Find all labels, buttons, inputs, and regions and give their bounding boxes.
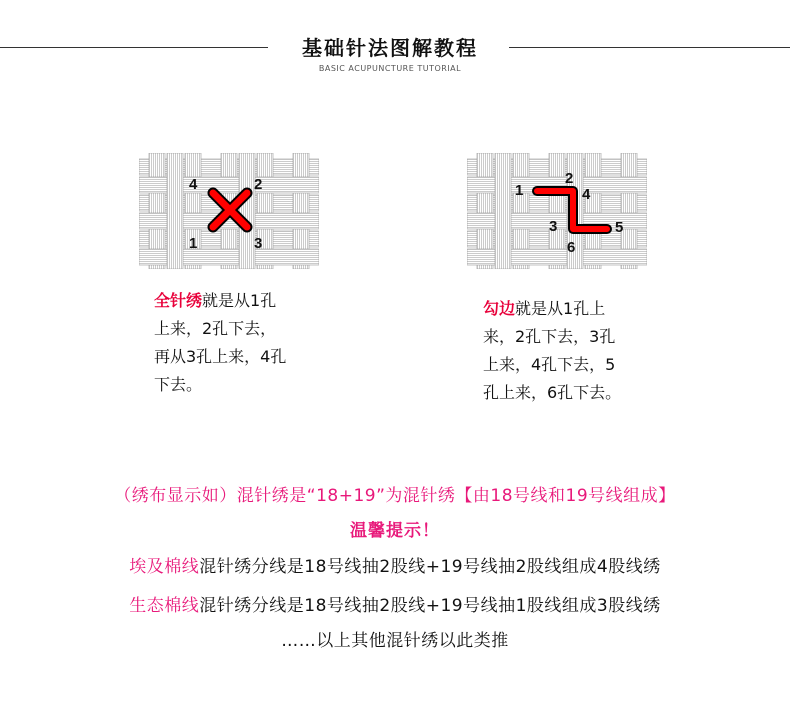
cross-stitch-term: 全针绣 (154, 291, 203, 310)
hole-label-1: 1 (515, 182, 524, 199)
tip-title: 温馨提示！ (350, 521, 440, 541)
header (0, 32, 790, 82)
description-line: 上来，4孔下去，5 (483, 355, 616, 374)
description-text: 就是从1孔上 (515, 299, 606, 318)
fabric-weave (467, 153, 647, 269)
description-line: 下去。 (154, 375, 203, 394)
outline-stitch-description (483, 295, 663, 407)
egypt-cotton-term: 埃及棉线 (129, 557, 200, 577)
egypt-cotton-text: 混针绣分线是18号线抽2股线+19号线抽2股线组成4股线绣 (199, 557, 661, 577)
eco-cotton-note (0, 591, 790, 616)
outline-stitch-term: 勾边 (483, 299, 516, 318)
description-line: 孔上来，6孔下去。 (483, 383, 622, 402)
outline-stitch-diagram (467, 153, 647, 269)
description-line (483, 295, 663, 323)
hole-label-5: 5 (615, 219, 624, 236)
page-subtitle: BASIC ACUPUNCTURE TUTORIAL (318, 64, 462, 73)
hole-label-3: 3 (549, 218, 558, 235)
cross-stitch-description (154, 287, 334, 399)
description-line: 上来，2孔下去， (154, 319, 277, 338)
hole-label-4: 4 (189, 176, 198, 193)
description-text: 就是从1孔 (202, 291, 277, 310)
hole-label-6: 6 (567, 239, 576, 256)
page-title: 基础针法图解教程 (302, 36, 478, 60)
description-line: 来，2孔下去，3孔 (483, 327, 616, 346)
etc-note: ……以上其他混针绣以此类推 (281, 631, 509, 651)
eco-cotton-term: 生态棉线 (129, 596, 200, 616)
egypt-cotton-note (0, 552, 790, 577)
hole-label-2: 2 (254, 176, 263, 193)
hole-label-3: 3 (254, 235, 263, 252)
hole-label-1: 1 (189, 235, 198, 252)
header-rule-left (0, 47, 268, 48)
description-line (154, 287, 334, 315)
mix-stitch-note: （绣布显示如）混针绣是“18+19”为混针绣【由18号线和19号线组成】 (114, 486, 676, 506)
eco-cotton-text: 混针绣分线是18号线抽2股线+19号线抽1股线组成3股线绣 (199, 596, 661, 616)
description-line: 再从3孔上来，4孔 (154, 347, 287, 366)
header-rule-right (509, 47, 790, 48)
cross-stitch-diagram (139, 153, 319, 269)
hole-label-2: 2 (565, 170, 574, 187)
hole-label-4: 4 (582, 186, 591, 203)
